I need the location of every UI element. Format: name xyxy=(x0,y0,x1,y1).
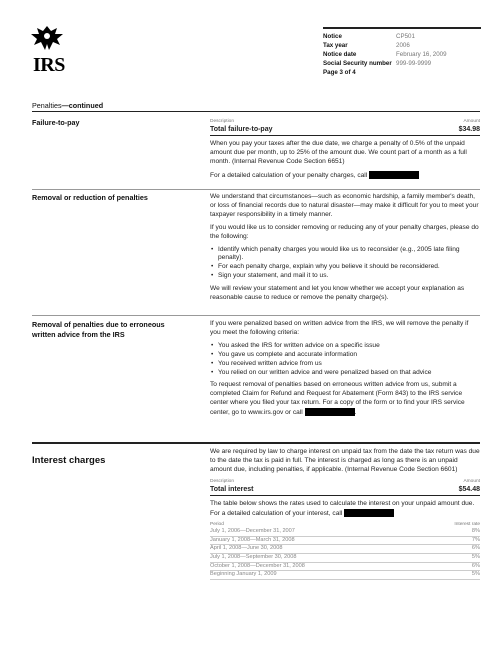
period-cell: July 1, 2006—December 31, 2007 xyxy=(210,528,295,535)
section-divider xyxy=(32,442,480,444)
rate-cell: 8% xyxy=(471,528,480,535)
irs-logo-text: IRS xyxy=(33,54,65,76)
list-item: • Sign your statement, and mail it to us. xyxy=(218,272,480,281)
interest-rate-label: Interest rate xyxy=(454,522,480,528)
title-main: Penalties xyxy=(32,101,62,110)
list-item: • You relied on our written advice and were penalized based on that advice xyxy=(218,369,480,378)
rate-cell: 5% xyxy=(471,571,480,578)
rate-cell: 6% xyxy=(471,562,480,569)
redacted-phone xyxy=(305,408,355,416)
redacted-phone xyxy=(344,509,394,517)
amount-label: Amount xyxy=(463,478,480,484)
failure-to-pay-body xyxy=(210,119,480,184)
total-value: $34.98 xyxy=(458,126,480,133)
heading-line: written advice from the IRS xyxy=(32,330,125,339)
total-label: Total interest xyxy=(210,485,254,493)
removal-list xyxy=(210,246,480,282)
heading-line: Removal of penalties due to erroneous xyxy=(32,320,165,329)
penalty-call-text: For a detailed calculation of your penalty charges, call xyxy=(210,171,368,179)
removal-heading: Removal or reduction of penalties xyxy=(32,193,148,202)
erroneous-advice-heading xyxy=(32,320,165,340)
table-row xyxy=(210,537,480,546)
period-cell: April 1, 2008—June 30, 2008 xyxy=(210,545,283,552)
total-label: Total failure-to-pay xyxy=(210,126,273,133)
divider xyxy=(210,495,480,496)
interest-call-text: The table below shows the rates used to calculate the interest on your unpaid amount due. For a detailed calculation of your interest, call xyxy=(210,499,475,517)
ssn-label: Social Security number xyxy=(323,60,392,67)
total-value: $54.48 xyxy=(458,485,480,493)
table-row xyxy=(210,554,480,563)
divider xyxy=(32,189,480,190)
page-number: Page 3 of 4 xyxy=(323,69,356,76)
divider xyxy=(210,135,480,136)
notice-row-date xyxy=(323,50,481,59)
list-item: • Identify which penalty charges you would like us to reconsider (e.g., 2005 late filing penalty). xyxy=(218,246,480,264)
failure-to-pay-heading: Failure-to-pay xyxy=(32,118,80,127)
penalty-call-paragraph xyxy=(210,171,480,181)
table-row xyxy=(210,563,480,572)
interest-charges-heading: Interest charges xyxy=(32,455,106,466)
list-item: • You asked the IRS for written advice on a specific issue xyxy=(218,342,480,351)
list-item: • You gave us complete and accurate information xyxy=(218,351,480,360)
notice-label: Notice xyxy=(323,33,342,40)
notice-info-box xyxy=(323,27,481,77)
title-suffix: —continued xyxy=(61,101,104,110)
erroneous-advice-body xyxy=(210,320,480,422)
period-cell: July 1, 2008—September 30, 2008 xyxy=(210,554,297,561)
description-label: Description xyxy=(210,478,234,484)
erroneous-paragraph-2: To request removal of penalties based on erroneous written advice from us, submit a completed Claim for Refund and Request for Abatement (Form 843) to the IRS service center where you filed your tax return. For a copy of the form or to find your IRS service center, go to www.irs.gov or call . xyxy=(210,381,465,416)
period-cell: October 1, 2008—December 31, 2008 xyxy=(210,562,305,569)
removal-body xyxy=(210,193,480,307)
erroneous-paragraph-1: If you were penalized based on written advice from the IRS, we will remove the penalty if you meet the following criteria: xyxy=(210,320,469,336)
tax-year-label: Tax year xyxy=(323,42,348,49)
irs-eagle-logo-icon xyxy=(30,25,64,51)
period-label: Period xyxy=(210,522,224,528)
redacted-phone xyxy=(369,171,419,179)
amount-label: Amount xyxy=(463,119,480,124)
notice-value: CP501 xyxy=(396,33,415,40)
divider xyxy=(32,111,480,112)
period-cell: January 1, 2008—March 31, 2008 xyxy=(210,536,295,543)
total-interest-row xyxy=(210,485,480,494)
list-item: • For each penalty charge, explain why you believe it should be reconsidered. xyxy=(218,263,480,272)
erroneous-paragraph-text: To request removal of penalties based on erroneous written advice from us, submit a completed Claim for Refund and Request for Abatement (Form 843) to the IRS service center where you filed your tax return. For a copy of the form or to find your IRS service center, go to www.irs.gov or call xyxy=(210,381,465,416)
interest-rate-table xyxy=(210,528,480,580)
interest-paragraph-2 xyxy=(210,500,480,519)
rate-cell: 7% xyxy=(471,536,480,543)
notice-row-tax-year xyxy=(323,41,481,50)
notice-row-ssn xyxy=(323,59,481,68)
divider xyxy=(32,315,480,316)
criteria-list xyxy=(210,342,480,378)
notice-date-label: Notice date xyxy=(323,51,357,58)
total-failure-to-pay-row xyxy=(210,125,480,134)
notice-row-notice xyxy=(323,32,481,41)
notice-date-value: February 16, 2009 xyxy=(396,51,447,58)
description-label: Description xyxy=(210,119,234,124)
removal-paragraph-2: If you would like us to consider removing or reducing any of your penalty charges, please do the following: xyxy=(210,223,479,240)
removal-paragraph-3: We will review your statement and let you know whether we accept your explanation as reasonable cause to reduce or remove the penalty charge(s). xyxy=(210,285,465,302)
rate-cell: 5% xyxy=(471,554,480,561)
rate-cell: 6% xyxy=(471,545,480,552)
removal-paragraph-1: We understand that circumstances—such as economic hardship, a family member's death, or loss of financial records due to natural disaster—may make it difficult for you to meet your taxpayer responsibility in a timely manner. xyxy=(210,193,479,218)
failure-to-pay-paragraph: When you pay your taxes after the due date, we charge a penalty of 0.5% of the unpaid amount due per month, up to 25% of the amount due. We count part of a month as a full month. (Internal Revenue Code Section 6651) xyxy=(210,140,467,165)
page-title xyxy=(32,101,103,110)
table-row xyxy=(210,545,480,554)
ssn-value: 999-99-9999 xyxy=(396,60,432,67)
list-item: • You received written advice from us xyxy=(218,360,480,369)
table-row xyxy=(210,528,480,537)
interest-paragraph-1: We are required by law to charge interest on unpaid tax from the date the tax return was due to the date the tax is paid in full. The interest is charged as long as there is an unpaid amount due, including penalties, if applicable. (Internal Revenue Code Section 6601) xyxy=(210,448,480,473)
period-cell: Beginning January 1, 2009 xyxy=(210,571,277,578)
interest-body xyxy=(210,448,480,580)
tax-year-value: 2006 xyxy=(396,42,410,49)
table-row xyxy=(210,571,480,580)
